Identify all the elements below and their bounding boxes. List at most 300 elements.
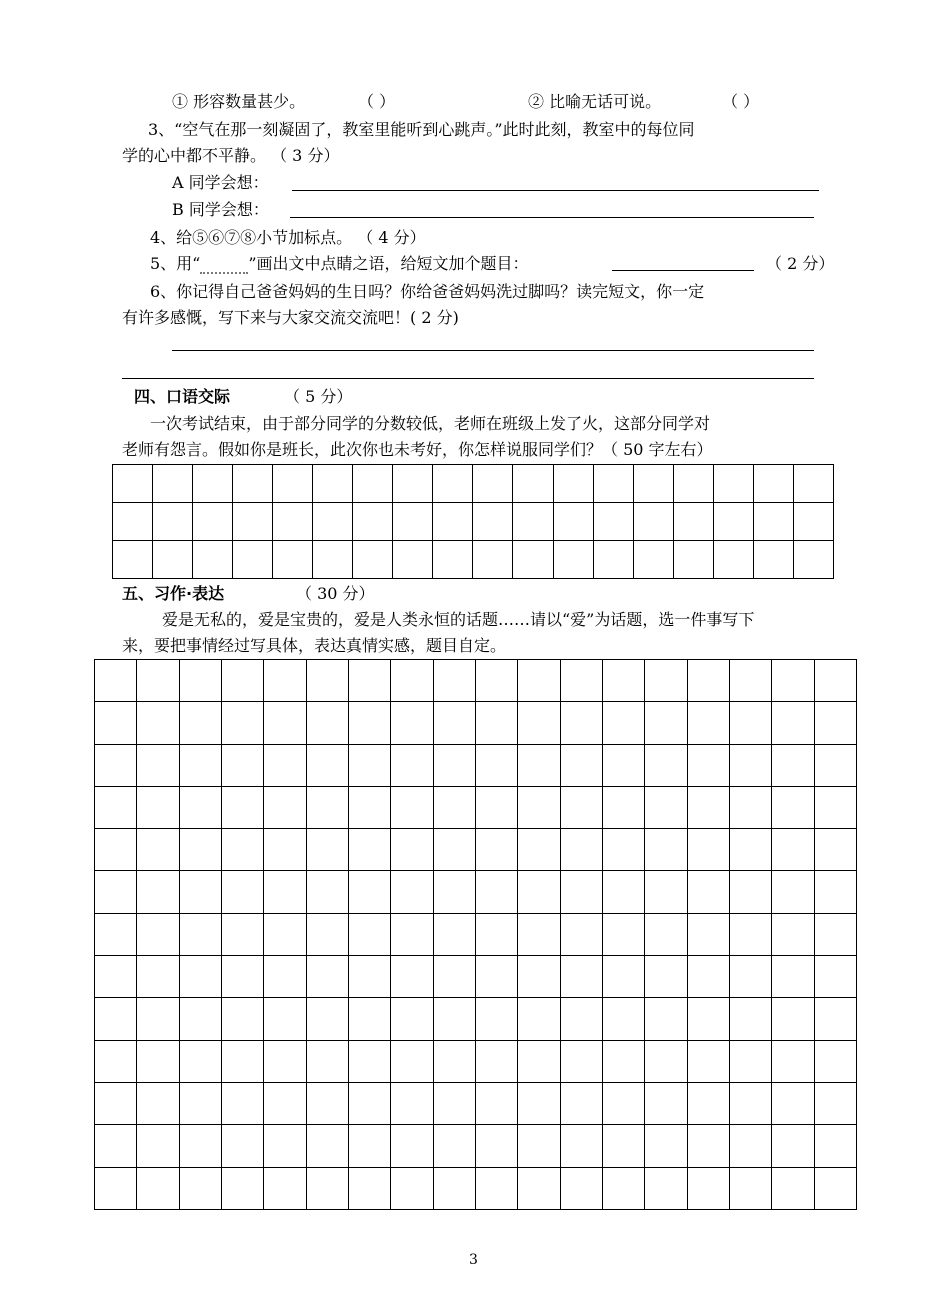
composition-grid-cell[interactable] [221, 1040, 263, 1082]
q6-answer-line-1[interactable] [172, 350, 814, 351]
composition-grid-cell[interactable] [137, 956, 179, 998]
oral-grid-cell[interactable] [193, 503, 233, 541]
composition-grid-cell[interactable] [221, 1167, 263, 1209]
composition-grid-cell[interactable] [306, 871, 348, 913]
oral-grid-cell[interactable] [233, 541, 273, 579]
composition-grid-cell[interactable] [179, 786, 221, 828]
composition-grid-cell[interactable] [433, 1125, 475, 1167]
composition-grid-cell[interactable] [348, 660, 390, 702]
composition-grid-cell[interactable] [645, 829, 687, 871]
composition-grid-cell[interactable] [645, 871, 687, 913]
oral-grid-cell[interactable] [273, 465, 313, 503]
oral-grid-cell[interactable] [393, 541, 433, 579]
composition-grid-cell[interactable] [772, 786, 814, 828]
composition-grid-cell[interactable] [475, 702, 517, 744]
q6-answer-line-2[interactable] [122, 378, 814, 379]
composition-grid-cell[interactable] [687, 871, 729, 913]
composition-grid-cell[interactable] [221, 660, 263, 702]
composition-grid-cell[interactable] [475, 1040, 517, 1082]
composition-grid-cell[interactable] [306, 744, 348, 786]
composition-grid-cell[interactable] [814, 871, 856, 913]
oral-grid-cell[interactable] [153, 465, 193, 503]
composition-grid-cell[interactable] [179, 829, 221, 871]
composition-grid-cell[interactable] [348, 786, 390, 828]
composition-grid-cell[interactable] [348, 1040, 390, 1082]
composition-grid-cell[interactable] [179, 744, 221, 786]
oral-grid-cell[interactable] [793, 541, 833, 579]
composition-grid-cell[interactable] [137, 1167, 179, 1209]
composition-grid-cell[interactable] [179, 913, 221, 955]
composition-grid-cell[interactable] [475, 871, 517, 913]
composition-grid-cell[interactable] [433, 1040, 475, 1082]
composition-grid-cell[interactable] [137, 660, 179, 702]
composition-grid-cell[interactable] [264, 744, 306, 786]
composition-grid-cell[interactable] [602, 829, 644, 871]
oral-grid-cell[interactable] [513, 541, 553, 579]
oral-grid-cell[interactable] [113, 465, 153, 503]
composition-grid-cell[interactable] [348, 913, 390, 955]
composition-grid-cell[interactable] [772, 744, 814, 786]
oral-grid-cell[interactable] [473, 503, 513, 541]
composition-grid-cell[interactable] [729, 871, 771, 913]
composition-grid-cell[interactable] [687, 998, 729, 1040]
oral-grid-cell[interactable] [473, 541, 513, 579]
composition-grid-cell[interactable] [645, 1082, 687, 1124]
composition-grid-cell[interactable] [645, 744, 687, 786]
composition-grid-cell[interactable] [306, 1040, 348, 1082]
composition-grid-cell[interactable] [221, 1082, 263, 1124]
composition-grid-cell[interactable] [391, 1125, 433, 1167]
composition-grid-cell[interactable] [772, 1040, 814, 1082]
composition-grid-cell[interactable] [137, 1040, 179, 1082]
composition-grid-cell[interactable] [391, 660, 433, 702]
composition-grid-cell[interactable] [518, 786, 560, 828]
composition-grid-cell[interactable] [306, 1082, 348, 1124]
composition-grid-cell[interactable] [475, 829, 517, 871]
oral-grid-cell[interactable] [433, 503, 473, 541]
composition-grid-cell[interactable] [602, 744, 644, 786]
composition-grid-cell[interactable] [391, 998, 433, 1040]
composition-grid-cell[interactable] [475, 1082, 517, 1124]
composition-grid-cell[interactable] [814, 829, 856, 871]
oral-grid-cell[interactable] [513, 503, 553, 541]
composition-grid-cell[interactable] [391, 702, 433, 744]
composition-grid-cell[interactable] [264, 829, 306, 871]
composition-grid-cell[interactable] [221, 913, 263, 955]
composition-grid-cell[interactable] [814, 744, 856, 786]
oral-grid-cell[interactable] [673, 503, 713, 541]
composition-grid-cell[interactable] [433, 871, 475, 913]
composition-grid-cell[interactable] [687, 744, 729, 786]
oral-grid-cell[interactable] [113, 503, 153, 541]
composition-grid-cell[interactable] [602, 786, 644, 828]
composition-grid-cell[interactable] [729, 998, 771, 1040]
oral-grid-cell[interactable] [153, 503, 193, 541]
composition-grid-cell[interactable] [729, 1125, 771, 1167]
composition-grid-cell[interactable] [95, 829, 137, 871]
oral-grid-cell[interactable] [233, 503, 273, 541]
composition-grid-cell[interactable] [772, 1167, 814, 1209]
composition-grid-cell[interactable] [772, 913, 814, 955]
oral-grid-cell[interactable] [393, 503, 433, 541]
composition-grid-cell[interactable] [645, 1125, 687, 1167]
composition-grid-cell[interactable] [391, 1167, 433, 1209]
composition-grid-cell[interactable] [475, 660, 517, 702]
composition-grid-cell[interactable] [348, 744, 390, 786]
composition-grid-cell[interactable] [687, 913, 729, 955]
oral-grid-cell[interactable] [353, 541, 393, 579]
oral-grid-cell[interactable] [633, 541, 673, 579]
composition-grid-cell[interactable] [348, 956, 390, 998]
composition-grid-cell[interactable] [772, 956, 814, 998]
oral-grid-cell[interactable] [553, 465, 593, 503]
composition-grid-cell[interactable] [772, 871, 814, 913]
composition-grid-cell[interactable] [95, 956, 137, 998]
composition-grid-cell[interactable] [602, 660, 644, 702]
oral-grid-cell[interactable] [113, 541, 153, 579]
composition-grid-cell[interactable] [306, 702, 348, 744]
composition-grid-cell[interactable] [687, 786, 729, 828]
composition-grid-cell[interactable] [95, 702, 137, 744]
composition-grid-cell[interactable] [348, 829, 390, 871]
composition-grid-cell[interactable] [264, 871, 306, 913]
composition-grid-cell[interactable] [645, 660, 687, 702]
composition-grid-cell[interactable] [137, 744, 179, 786]
composition-grid-cell[interactable] [645, 998, 687, 1040]
composition-grid-cell[interactable] [137, 829, 179, 871]
composition-grid-cell[interactable] [306, 956, 348, 998]
oral-answer-grid[interactable] [112, 464, 834, 579]
composition-grid-cell[interactable] [518, 1125, 560, 1167]
composition-grid-cell[interactable] [391, 786, 433, 828]
oral-grid-cell[interactable] [673, 541, 713, 579]
composition-grid-cell[interactable] [306, 829, 348, 871]
oral-grid-cell[interactable] [713, 541, 753, 579]
composition-grid-cell[interactable] [518, 1040, 560, 1082]
oral-grid-cell[interactable] [553, 503, 593, 541]
composition-grid-cell[interactable] [221, 702, 263, 744]
composition-grid-cell[interactable] [475, 1125, 517, 1167]
composition-grid-cell[interactable] [729, 913, 771, 955]
composition-grid-cell[interactable] [95, 1040, 137, 1082]
composition-grid-cell[interactable] [560, 1167, 602, 1209]
composition-grid-cell[interactable] [179, 660, 221, 702]
composition-grid-cell[interactable] [95, 660, 137, 702]
composition-grid-cell[interactable] [433, 913, 475, 955]
composition-grid-cell[interactable] [729, 702, 771, 744]
composition-grid-cell[interactable] [602, 1167, 644, 1209]
oral-grid-cell[interactable] [593, 465, 633, 503]
composition-grid-cell[interactable] [264, 913, 306, 955]
composition-grid-cell[interactable] [221, 1125, 263, 1167]
oral-grid-cell[interactable] [513, 465, 553, 503]
composition-grid-cell[interactable] [264, 786, 306, 828]
composition-grid-cell[interactable] [475, 744, 517, 786]
composition-grid-cell[interactable] [518, 871, 560, 913]
oral-grid-cell[interactable] [273, 503, 313, 541]
composition-grid-cell[interactable] [518, 956, 560, 998]
composition-grid-cell[interactable] [221, 829, 263, 871]
composition-grid-cell[interactable] [602, 702, 644, 744]
composition-grid-cell[interactable] [814, 956, 856, 998]
composition-grid-cell[interactable] [221, 786, 263, 828]
q2-item-1-blank[interactable]: （ ） [358, 92, 396, 111]
composition-grid-cell[interactable] [348, 998, 390, 1040]
oral-grid-cell[interactable] [793, 465, 833, 503]
composition-grid-cell[interactable] [814, 1167, 856, 1209]
composition-grid-cell[interactable] [95, 998, 137, 1040]
composition-grid-cell[interactable] [645, 1167, 687, 1209]
composition-grid-cell[interactable] [687, 829, 729, 871]
composition-grid-cell[interactable] [560, 1040, 602, 1082]
composition-grid-cell[interactable] [433, 744, 475, 786]
composition-grid-cell[interactable] [391, 871, 433, 913]
composition-grid-cell[interactable] [560, 702, 602, 744]
oral-grid-cell[interactable] [713, 503, 753, 541]
composition-grid-cell[interactable] [433, 786, 475, 828]
composition-grid-cell[interactable] [433, 660, 475, 702]
composition-grid-cell[interactable] [518, 660, 560, 702]
composition-grid-cell[interactable] [348, 1082, 390, 1124]
oral-grid-cell[interactable] [313, 541, 353, 579]
composition-grid-cell[interactable] [348, 1167, 390, 1209]
composition-grid-cell[interactable] [179, 1040, 221, 1082]
oral-grid-cell[interactable] [433, 465, 473, 503]
composition-grid-cell[interactable] [560, 913, 602, 955]
composition-grid-cell[interactable] [729, 660, 771, 702]
wavy-underline-icon [200, 254, 248, 274]
composition-grid-cell[interactable] [560, 786, 602, 828]
composition-grid-cell[interactable] [687, 956, 729, 998]
composition-grid-cell[interactable] [179, 956, 221, 998]
composition-grid-cell[interactable] [264, 1040, 306, 1082]
composition-grid-cell[interactable] [602, 871, 644, 913]
q3-text-line1: 3、“空气在那一刻凝固了，教室里能听到心跳声。”此时此刻，教室中的每位同 [148, 120, 695, 139]
composition-grid-cell[interactable] [814, 1125, 856, 1167]
oral-grid-cell[interactable] [553, 541, 593, 579]
composition-grid-cell[interactable] [645, 702, 687, 744]
composition-grid-cell[interactable] [391, 829, 433, 871]
oral-grid-cell[interactable] [473, 465, 513, 503]
composition-grid-cell[interactable] [179, 998, 221, 1040]
oral-grid-cell[interactable] [393, 465, 433, 503]
composition-grid-cell[interactable] [729, 786, 771, 828]
composition-grid-cell[interactable] [433, 1167, 475, 1209]
composition-grid-cell[interactable] [221, 871, 263, 913]
composition-grid-cell[interactable] [560, 1082, 602, 1124]
composition-grid-cell[interactable] [560, 1125, 602, 1167]
oral-grid-cell[interactable] [193, 465, 233, 503]
section4-prompt-line1: 一次考试结束，由于部分同学的分数较低，老师在班级上发了火，这部分同学对 [150, 414, 711, 433]
composition-grid-cell[interactable] [179, 1082, 221, 1124]
composition-grid-cell[interactable] [729, 829, 771, 871]
composition-grid-cell[interactable] [772, 998, 814, 1040]
composition-grid-cell[interactable] [306, 998, 348, 1040]
composition-grid-cell[interactable] [137, 702, 179, 744]
composition-grid-cell[interactable] [814, 660, 856, 702]
composition-grid-cell[interactable] [645, 1040, 687, 1082]
oral-grid-cell[interactable] [353, 465, 393, 503]
composition-grid-cell[interactable] [518, 702, 560, 744]
composition-grid-cell[interactable] [518, 1082, 560, 1124]
oral-grid-cell[interactable] [753, 541, 793, 579]
composition-grid-cell[interactable] [348, 702, 390, 744]
composition-grid-cell[interactable] [137, 1125, 179, 1167]
composition-grid-cell[interactable] [264, 660, 306, 702]
oral-grid-cell[interactable] [673, 465, 713, 503]
composition-grid-cell[interactable] [137, 913, 179, 955]
oral-grid-cell[interactable] [193, 541, 233, 579]
composition-grid-cell[interactable] [137, 786, 179, 828]
composition-grid-cell[interactable] [433, 829, 475, 871]
composition-grid-cell[interactable] [475, 1167, 517, 1209]
composition-grid-cell[interactable] [264, 1167, 306, 1209]
composition-grid-cell[interactable] [221, 998, 263, 1040]
composition-grid-cell[interactable] [433, 702, 475, 744]
q5-title-answer-line[interactable] [612, 270, 754, 271]
composition-grid-cell[interactable] [306, 1167, 348, 1209]
composition-grid-cell[interactable] [391, 1082, 433, 1124]
composition-grid-cell[interactable] [348, 871, 390, 913]
composition-grid-cell[interactable] [518, 1167, 560, 1209]
composition-grid-cell[interactable] [645, 786, 687, 828]
composition-grid-cell[interactable] [602, 1040, 644, 1082]
composition-grid-cell[interactable] [391, 744, 433, 786]
composition-grid-cell[interactable] [391, 913, 433, 955]
composition-grid-cell[interactable] [814, 998, 856, 1040]
composition-grid-cell[interactable] [433, 956, 475, 998]
composition-grid-cell[interactable] [729, 1040, 771, 1082]
oral-grid-cell[interactable] [753, 503, 793, 541]
q3-b-answer-line[interactable] [290, 217, 814, 218]
composition-grid-cell[interactable] [95, 786, 137, 828]
composition-grid-cell[interactable] [729, 744, 771, 786]
oral-grid-cell[interactable] [593, 503, 633, 541]
composition-grid-cell[interactable] [814, 1040, 856, 1082]
composition-grid-cell[interactable] [179, 1167, 221, 1209]
composition-grid-cell[interactable] [137, 871, 179, 913]
composition-grid-cell[interactable] [95, 1082, 137, 1124]
q3-a-answer-line[interactable] [292, 190, 819, 191]
composition-grid-cell[interactable] [518, 829, 560, 871]
oral-grid-cell[interactable] [753, 465, 793, 503]
composition-grid-cell[interactable] [772, 1125, 814, 1167]
oral-grid-cell[interactable] [273, 541, 313, 579]
composition-grid-cell[interactable] [814, 786, 856, 828]
composition-grid-cell[interactable] [137, 998, 179, 1040]
composition-grid-cell[interactable] [814, 1082, 856, 1124]
composition-grid-cell[interactable] [475, 998, 517, 1040]
composition-grid-cell[interactable] [687, 702, 729, 744]
composition-grid-cell[interactable] [560, 998, 602, 1040]
composition-grid[interactable] [94, 659, 857, 1210]
oral-grid-cell[interactable] [353, 503, 393, 541]
composition-grid-cell[interactable] [687, 1082, 729, 1124]
oral-grid-cell[interactable] [233, 465, 273, 503]
composition-grid-cell[interactable] [772, 702, 814, 744]
composition-grid-cell[interactable] [729, 956, 771, 998]
oral-grid-cell[interactable] [713, 465, 753, 503]
composition-grid-cell[interactable] [560, 956, 602, 998]
composition-grid-cell[interactable] [95, 871, 137, 913]
composition-grid-cell[interactable] [179, 871, 221, 913]
composition-grid-cell[interactable] [306, 786, 348, 828]
composition-grid-cell[interactable] [687, 1167, 729, 1209]
composition-grid-cell[interactable] [221, 744, 263, 786]
composition-grid-cell[interactable] [772, 1082, 814, 1124]
composition-grid-cell[interactable] [391, 956, 433, 998]
composition-grid-cell[interactable] [687, 660, 729, 702]
composition-grid-cell[interactable] [560, 871, 602, 913]
composition-grid-cell[interactable] [560, 744, 602, 786]
composition-grid-cell[interactable] [95, 1125, 137, 1167]
composition-grid-cell[interactable] [475, 956, 517, 998]
composition-grid-cell[interactable] [602, 956, 644, 998]
composition-grid-cell[interactable] [602, 998, 644, 1040]
composition-grid-cell[interactable] [772, 829, 814, 871]
composition-grid-cell[interactable] [264, 1125, 306, 1167]
composition-grid-cell[interactable] [687, 1125, 729, 1167]
composition-grid-cell[interactable] [814, 913, 856, 955]
composition-grid-cell[interactable] [772, 660, 814, 702]
q2-item-2-blank[interactable]: （ ） [722, 92, 760, 111]
composition-grid-cell[interactable] [518, 998, 560, 1040]
composition-grid-cell[interactable] [814, 702, 856, 744]
composition-grid-cell[interactable] [348, 1125, 390, 1167]
composition-grid-cell[interactable] [306, 1125, 348, 1167]
oral-grid-cell[interactable] [793, 503, 833, 541]
composition-grid-cell[interactable] [560, 660, 602, 702]
composition-grid-cell[interactable] [602, 1082, 644, 1124]
composition-grid-cell[interactable] [433, 1082, 475, 1124]
composition-grid-cell[interactable] [221, 956, 263, 998]
composition-grid-cell[interactable] [179, 1125, 221, 1167]
composition-grid-cell[interactable] [306, 913, 348, 955]
oral-grid-cell[interactable] [633, 503, 673, 541]
oral-grid-cell[interactable] [593, 541, 633, 579]
composition-grid-cell[interactable] [306, 660, 348, 702]
composition-grid-cell[interactable] [264, 998, 306, 1040]
composition-grid-cell[interactable] [95, 1167, 137, 1209]
oral-grid-cell[interactable] [433, 541, 473, 579]
composition-grid-cell[interactable] [137, 1082, 179, 1124]
oral-grid-cell[interactable] [313, 465, 353, 503]
composition-grid-cell[interactable] [264, 1082, 306, 1124]
composition-grid-cell[interactable] [645, 913, 687, 955]
composition-grid-cell[interactable] [729, 1082, 771, 1124]
composition-grid-cell[interactable] [179, 702, 221, 744]
composition-grid-cell[interactable] [475, 913, 517, 955]
oral-grid-cell[interactable] [313, 503, 353, 541]
composition-grid-cell[interactable] [264, 702, 306, 744]
composition-grid-cell[interactable] [391, 1040, 433, 1082]
composition-grid-cell[interactable] [645, 956, 687, 998]
composition-grid-cell[interactable] [95, 913, 137, 955]
oral-grid-cell[interactable] [633, 465, 673, 503]
composition-grid-cell[interactable] [729, 1167, 771, 1209]
composition-grid-cell[interactable] [518, 913, 560, 955]
oral-grid-cell[interactable] [153, 541, 193, 579]
composition-grid-cell[interactable] [560, 829, 602, 871]
composition-grid-cell[interactable] [602, 1125, 644, 1167]
composition-grid-cell[interactable] [95, 744, 137, 786]
composition-grid-cell[interactable] [687, 1040, 729, 1082]
composition-grid-cell[interactable] [602, 913, 644, 955]
composition-grid-cell[interactable] [433, 998, 475, 1040]
composition-grid-cell[interactable] [475, 786, 517, 828]
composition-grid-cell[interactable] [518, 744, 560, 786]
composition-grid-cell[interactable] [264, 956, 306, 998]
